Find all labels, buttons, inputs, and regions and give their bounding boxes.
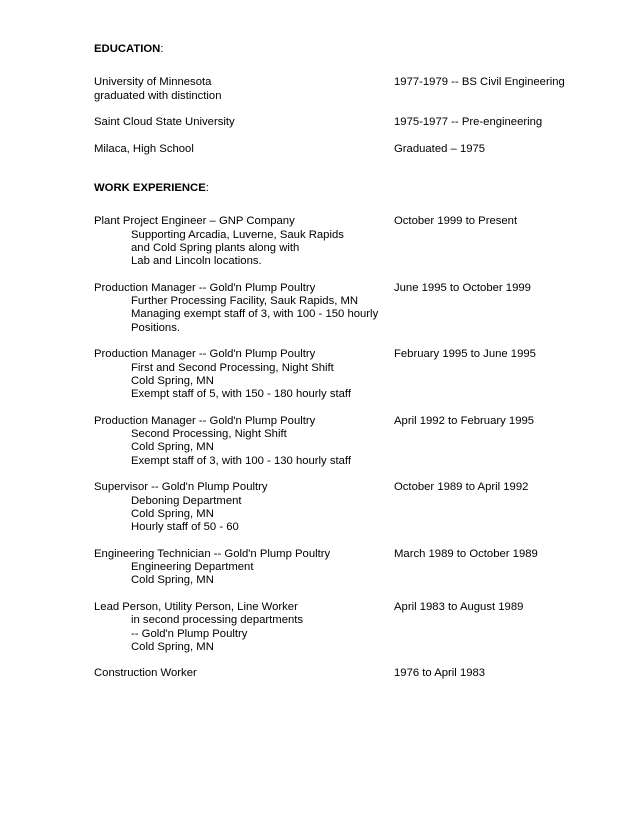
job-title: Supervisor -- Gold'n Plump Poultry	[94, 481, 268, 494]
education-dates: 1977-1979 -- BS Civil Engineering	[394, 76, 565, 89]
job-dates: April 1983 to August 1989	[394, 600, 524, 613]
job-entry	[94, 481, 614, 534]
job-detail: Cold Spring, MN	[131, 441, 214, 454]
job-dates: October 1989 to April 1992	[394, 481, 529, 494]
education-dates: 1975-1977 -- Pre-engineering	[394, 116, 543, 129]
job-detail: Further Processing Facility, Sauk Rapids, MN	[131, 295, 359, 308]
job-entry	[94, 415, 614, 468]
job-dates: June 1995 to October 1999	[394, 281, 531, 294]
job-dates: March 1989 to October 1989	[394, 547, 538, 560]
job-title: Production Manager -- Gold'n Plump Poultry	[94, 414, 316, 427]
job-entry	[94, 282, 614, 335]
job-dates: April 1992 to February 1995	[394, 414, 535, 427]
job-title: Lead Person, Utility Person, Line Worker	[94, 600, 298, 613]
school-name: Milaca, High School	[94, 142, 194, 155]
job-entry	[94, 215, 614, 268]
education-entry	[94, 143, 614, 156]
job-detail: -- Gold'n Plump Poultry	[131, 627, 248, 640]
job-detail: Engineering Department	[131, 561, 254, 574]
job-entry	[94, 601, 614, 654]
job-detail: Cold Spring, MN	[131, 374, 214, 387]
education-note: graduated with distinction	[94, 89, 222, 102]
job-title: Production Manager -- Gold'n Plump Poultry	[94, 348, 316, 361]
job-title: Plant Project Engineer – GNP Company	[94, 215, 295, 228]
education-entry	[94, 116, 614, 129]
job-dates: February 1995 to June 1995	[394, 348, 536, 361]
job-detail: and Cold Spring plants along with	[131, 241, 300, 254]
job-entry	[94, 548, 614, 588]
job-entry	[94, 667, 614, 680]
job-detail: Cold Spring, MN	[131, 574, 214, 587]
job-detail: First and Second Processing, Night Shift	[131, 361, 334, 374]
education-entry	[94, 76, 614, 103]
job-detail: Lab and Lincoln locations.	[131, 255, 262, 268]
job-detail: Exempt staff of 3, with 100 - 130 hourly staff	[131, 454, 351, 467]
job-detail: Deboning Department	[131, 494, 242, 507]
school-name: Saint Cloud State University	[94, 116, 235, 129]
job-dates: 1976 to April 1983	[394, 667, 486, 680]
job-detail: Cold Spring, MN	[131, 507, 214, 520]
job-detail: Cold Spring, MN	[131, 640, 214, 653]
job-title: Engineering Technician -- Gold'n Plump Poultry	[94, 547, 331, 560]
job-dates: October 1999 to Present	[394, 215, 518, 228]
job-detail: Second Processing, Night Shift	[131, 428, 287, 441]
job-detail: in second processing departments	[131, 614, 304, 627]
job-entry	[94, 348, 614, 401]
education-heading: EDUCATION:	[94, 43, 164, 55]
job-detail: Exempt staff of 5, with 150 - 180 hourly staff	[131, 388, 351, 401]
job-title: Construction Worker	[94, 667, 197, 680]
job-detail: Positions.	[131, 321, 180, 334]
work-experience-heading: WORK EXPERIENCE:	[94, 182, 209, 195]
resume-content	[94, 43, 614, 681]
job-title: Production Manager -- Gold'n Plump Poultry	[94, 281, 316, 294]
job-detail: Supporting Arcadia, Luverne, Sauk Rapids	[131, 228, 344, 241]
job-detail: Managing exempt staff of 3, with 100 - 150 hourly	[131, 308, 379, 321]
education-dates: Graduated – 1975	[394, 142, 486, 155]
school-name: University of Minnesota	[94, 76, 212, 89]
job-detail: Hourly staff of 50 - 60	[131, 521, 239, 534]
